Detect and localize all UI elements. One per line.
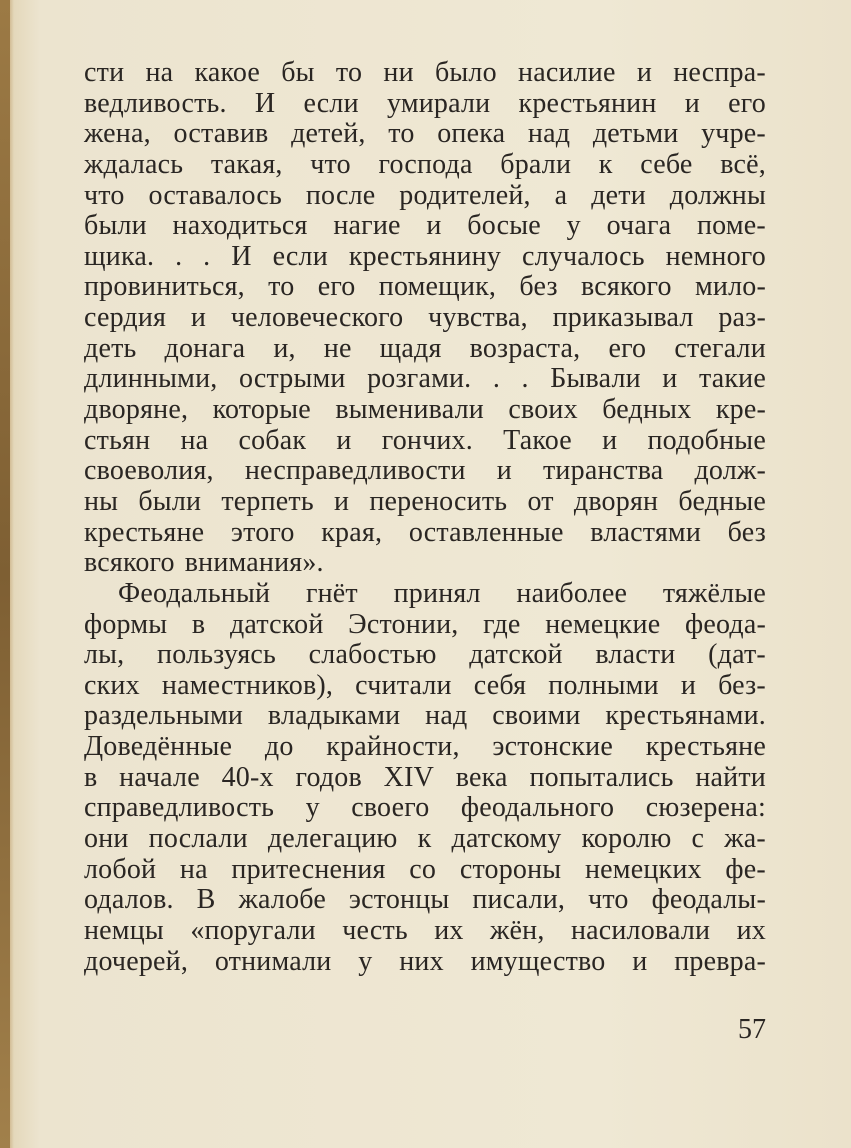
text-line: справедливость у своего феодального сюзерена: bbox=[84, 792, 766, 824]
text-line: лобой на притеснения со стороны немецких фе- bbox=[84, 853, 766, 885]
text-line: Доведённые до крайности, эстонские крестьяне bbox=[84, 731, 766, 763]
text-line: ны были терпеть и переносить от дворян бедные bbox=[84, 485, 766, 517]
text-line: длинными, острыми розгами. . . Бывали и такие bbox=[84, 363, 766, 395]
text-line: дворяне, которые выменивали своих бедных кре- bbox=[84, 394, 766, 426]
text-line: деть донага и, не щадя возраста, его стегали bbox=[84, 332, 766, 364]
page-text bbox=[84, 58, 766, 977]
text-line: ведливость. И если умирали крестьянин и его bbox=[84, 87, 766, 119]
text-line: стьян на собак и гончих. Такое и подобные bbox=[84, 424, 766, 456]
text-line: лы, пользуясь слабостью датской власти (дат- bbox=[84, 639, 766, 671]
text-line: раздельными владыками над своими крестьянами. bbox=[84, 700, 766, 732]
text-line: были находиться нагие и босые у очага поме- bbox=[84, 210, 766, 242]
text-line: крестьяне этого края, оставленные властями без bbox=[84, 516, 766, 548]
text-line: ских наместников), считали себя полными и без- bbox=[84, 669, 766, 701]
text-line: формы в датской Эстонии, где немецкие феода- bbox=[84, 608, 766, 640]
text-line: они послали делегацию к датскому королю с жа- bbox=[84, 823, 766, 855]
text-line: одалов. В жалобе эстонцы писали, что феодалы- bbox=[84, 884, 766, 916]
text-line: сердия и человеческого чувства, приказывал раз- bbox=[84, 302, 766, 334]
text-line: жена, оставив детей, то опека над детьми учре- bbox=[84, 118, 766, 150]
text-line: щика. . . И если крестьянину случалось немного bbox=[84, 240, 766, 272]
text-line: сти на какое бы то ни было насилие и неспра- bbox=[84, 57, 766, 88]
page-number: 57 bbox=[738, 1014, 766, 1045]
text-line: ждалась такая, что господа брали к себе всё, bbox=[84, 148, 766, 180]
text-line: дочерей, отнимали у них имущество и превра- bbox=[84, 945, 766, 977]
page-binding-edge bbox=[0, 0, 10, 1148]
text-line: Феодальный гнёт принял наиболее тяжёлые bbox=[118, 577, 766, 609]
text-line: в начале 40-х годов XIV века попытались найти bbox=[84, 761, 766, 793]
text-line: что оставалось после родителей, а дети должны bbox=[84, 179, 766, 211]
text-line: немцы «поругали честь их жён, насиловали их bbox=[84, 914, 766, 946]
text-line: своеволия, несправедливости и тиранства долж- bbox=[84, 455, 766, 487]
text-line: всякого внимания». bbox=[84, 547, 324, 579]
text-line: провиниться, то его помещик, без всякого мило- bbox=[84, 271, 766, 303]
